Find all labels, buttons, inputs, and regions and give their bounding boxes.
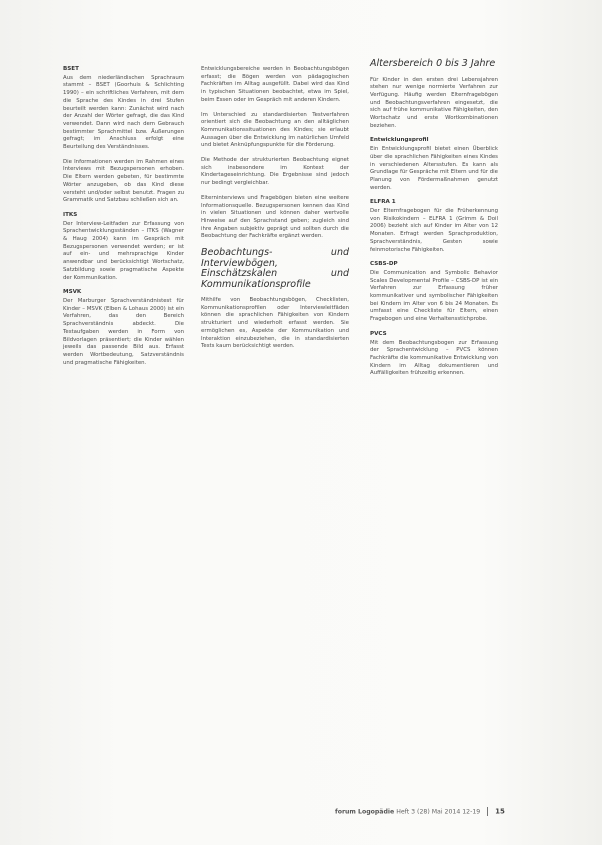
paragraph: Entwicklungsbereiche werden in Beobachtungsbögen erfasst; die Bögen werden von pädagogischen Fachkräften im Alltag ausgefüllt. Dabei wird das Kind in typischen Situationen beobachtet, etwa im Spiel, beim Essen oder im Gespräch mit anderen Kindern. xyxy=(201,66,349,103)
section-heading: ELFRA 1 xyxy=(370,199,396,206)
section-heading: MSVK xyxy=(63,289,82,296)
paragraph: Im Unterschied zu standardisierten Testverfahren orientiert sich die Beobachtung an den alltäglichen Kommunikationssituationen des Kindes; sie erlaubt Aussagen über die Entwicklung im natürlichen Umfeld und bietet Anknüpfungspunkte für die Förderung. xyxy=(201,111,349,149)
issue-info: Heft 3 (28) Mai 2014 xyxy=(396,808,461,816)
section-title: Beobachtungs- und Interviewbögen, Einschätzskalen und Kommunikationsprofile xyxy=(201,247,349,290)
paragraph: Der Marburger Sprachverständnistest für Kinder – MSVK (Elben & Lohaus 2000) ist ein Verfahren, das den Bereich Sprachverständnis abdeckt. Die Testaufgaben werden in Form von Bildvorlagen präsentiert; die Kinder wählen jeweils das passende Bild aus. Erfasst werden Wortbedeutung, Satzverständnis und pragmatische Fähigkeiten. xyxy=(63,297,184,366)
section-heading: CSBS-DP xyxy=(370,261,398,268)
paragraph: Für Kinder in den ersten drei Lebensjahren stehen nur wenige normierte Verfahren zur Verfügung. Häufig werden Elternfragebögen und Beobachtungsverfahren eingesetzt, die sich auf frühe kommunikative Fähigkeiten, den Wortschatz und erste Wortkombinationen beziehen. xyxy=(370,76,498,129)
section-title: Altersbereich 0 bis 3 Jahre xyxy=(370,58,496,69)
section-heading: PVCS xyxy=(370,330,387,337)
page-footer xyxy=(335,807,505,816)
footer-divider xyxy=(487,807,488,816)
column-middle xyxy=(201,66,349,358)
paragraph: Mit dem Beobachtungsbogen zur Erfassung der Sprachentwicklung – PVCS können Fachkräfte die kommunikative Entwicklung von Kindern im Alltag dokumentieren und Auffälligkeiten frühzeitig erkennen. xyxy=(370,339,498,377)
paragraph: Elterninterviews und Fragebögen bieten eine weitere Informationsquelle. Bezugspersonen kennen das Kind in vielen Situationen und können daher wertvolle Hinweise auf den Sprachstand geben; zugleich sind ihre Angaben subjektiv geprägt und sollten durch die Beobachtung der Fachkräfte ergänzt werden. xyxy=(201,194,349,240)
paragraph: Die Methode der strukturierten Beobachtung eignet sich insbesondere im Kontext der Kindertageseinrichtung. Die Ergebnisse sind jedoch nur bedingt vergleichbar. xyxy=(201,157,349,187)
page-number: 15 xyxy=(495,807,505,816)
paragraph: Die Communication and Symbolic Behavior Scales Developmental Profile – CSBS-DP ist ein Verfahren zur Erfassung früher kommunikativer und symbolischer Fähigkeiten bei Kindern im Alter von 6 bis 24 Monaten. Es umfasst eine Checkliste für Eltern, einen Fragebogen und eine Verhaltensstichprobe. xyxy=(370,269,498,323)
paragraph: Aus dem niederländischen Sprachraum stammt – BSET (Goorhuis & Schlichting 1990) – ein schriftliches Verfahren, mit dem die Sprache des Kindes in drei Stufen beurteilt werden kann: Zunächst wird nach der Anzahl der Wörter gefragt, die das Kind verwendet. Dann wird nach dem Gebrauch bestimmter Sprachmittel bzw. Äußerungen gefragt; im Anschluss erfolgt eine Beurteilung des Verständnisses. xyxy=(63,74,184,151)
journal-name: forum Logopädie xyxy=(335,808,395,816)
paragraph: Der Elternfragebogen für die Früherkennung von Risikokindern – ELFRA 1 (Grimm & Doil 2006) bezieht sich auf Kinder im Alter von 12 Monaten. Erfragt werden Sprachproduktion, Sprachverständnis, Gesten sowie feinmotorische Fähigkeiten. xyxy=(370,208,498,253)
page-range: 12-19 xyxy=(462,808,481,816)
column-left xyxy=(63,66,184,374)
paragraph: Die Informationen werden im Rahmen eines Interviews mit Bezugspersonen erhoben. Die Eltern werden gebeten, für bestimmte Wörter anzugeben, ob das Kind diese versteht und/oder selbst benutzt. Fragen zu Grammatik und Satzbau schließen sich an. xyxy=(63,158,184,204)
section-heading: ITKS xyxy=(63,211,78,218)
section-heading: Entwicklungsprofil xyxy=(370,137,429,144)
paragraph: Der Interview-Leitfaden zur Erfassung von Sprachentwicklungsständen – ITKS (Wagner & Haug 2004) kann im Gespräch mit Bezugspersonen verwendet werden; er ist auf ein- und mehrsprachige Kinder anwendbar und berücksichtigt Wortschatz, Satzbildung sowie pragmatische Aspekte der Kommunikation. xyxy=(63,220,184,281)
paragraph: Ein Entwicklungsprofil bietet einen Überblick über die sprachlichen Fähigkeiten eines Kindes in verschiedenen Altersstufen. Es kann als Grundlage für Gespräche mit Eltern und für die Planung von Fördermaßnahmen genutzt werden. xyxy=(370,146,498,191)
section-heading: BSET xyxy=(63,66,79,72)
column-right xyxy=(370,59,498,385)
paragraph: Mithilfe von Beobachtungsbögen, Checklisten, Kommunikationsprofilen oder Interviewleitfäden können die sprachlichen Fähigkeiten von Kindern strukturiert und wiederholt erfasst werden. Sie ermöglichen es, Aspekte der Kommunikation und Interaktion einzubeziehen, die in standardisierten Tests kaum berücksichtigt werden. xyxy=(201,297,349,350)
